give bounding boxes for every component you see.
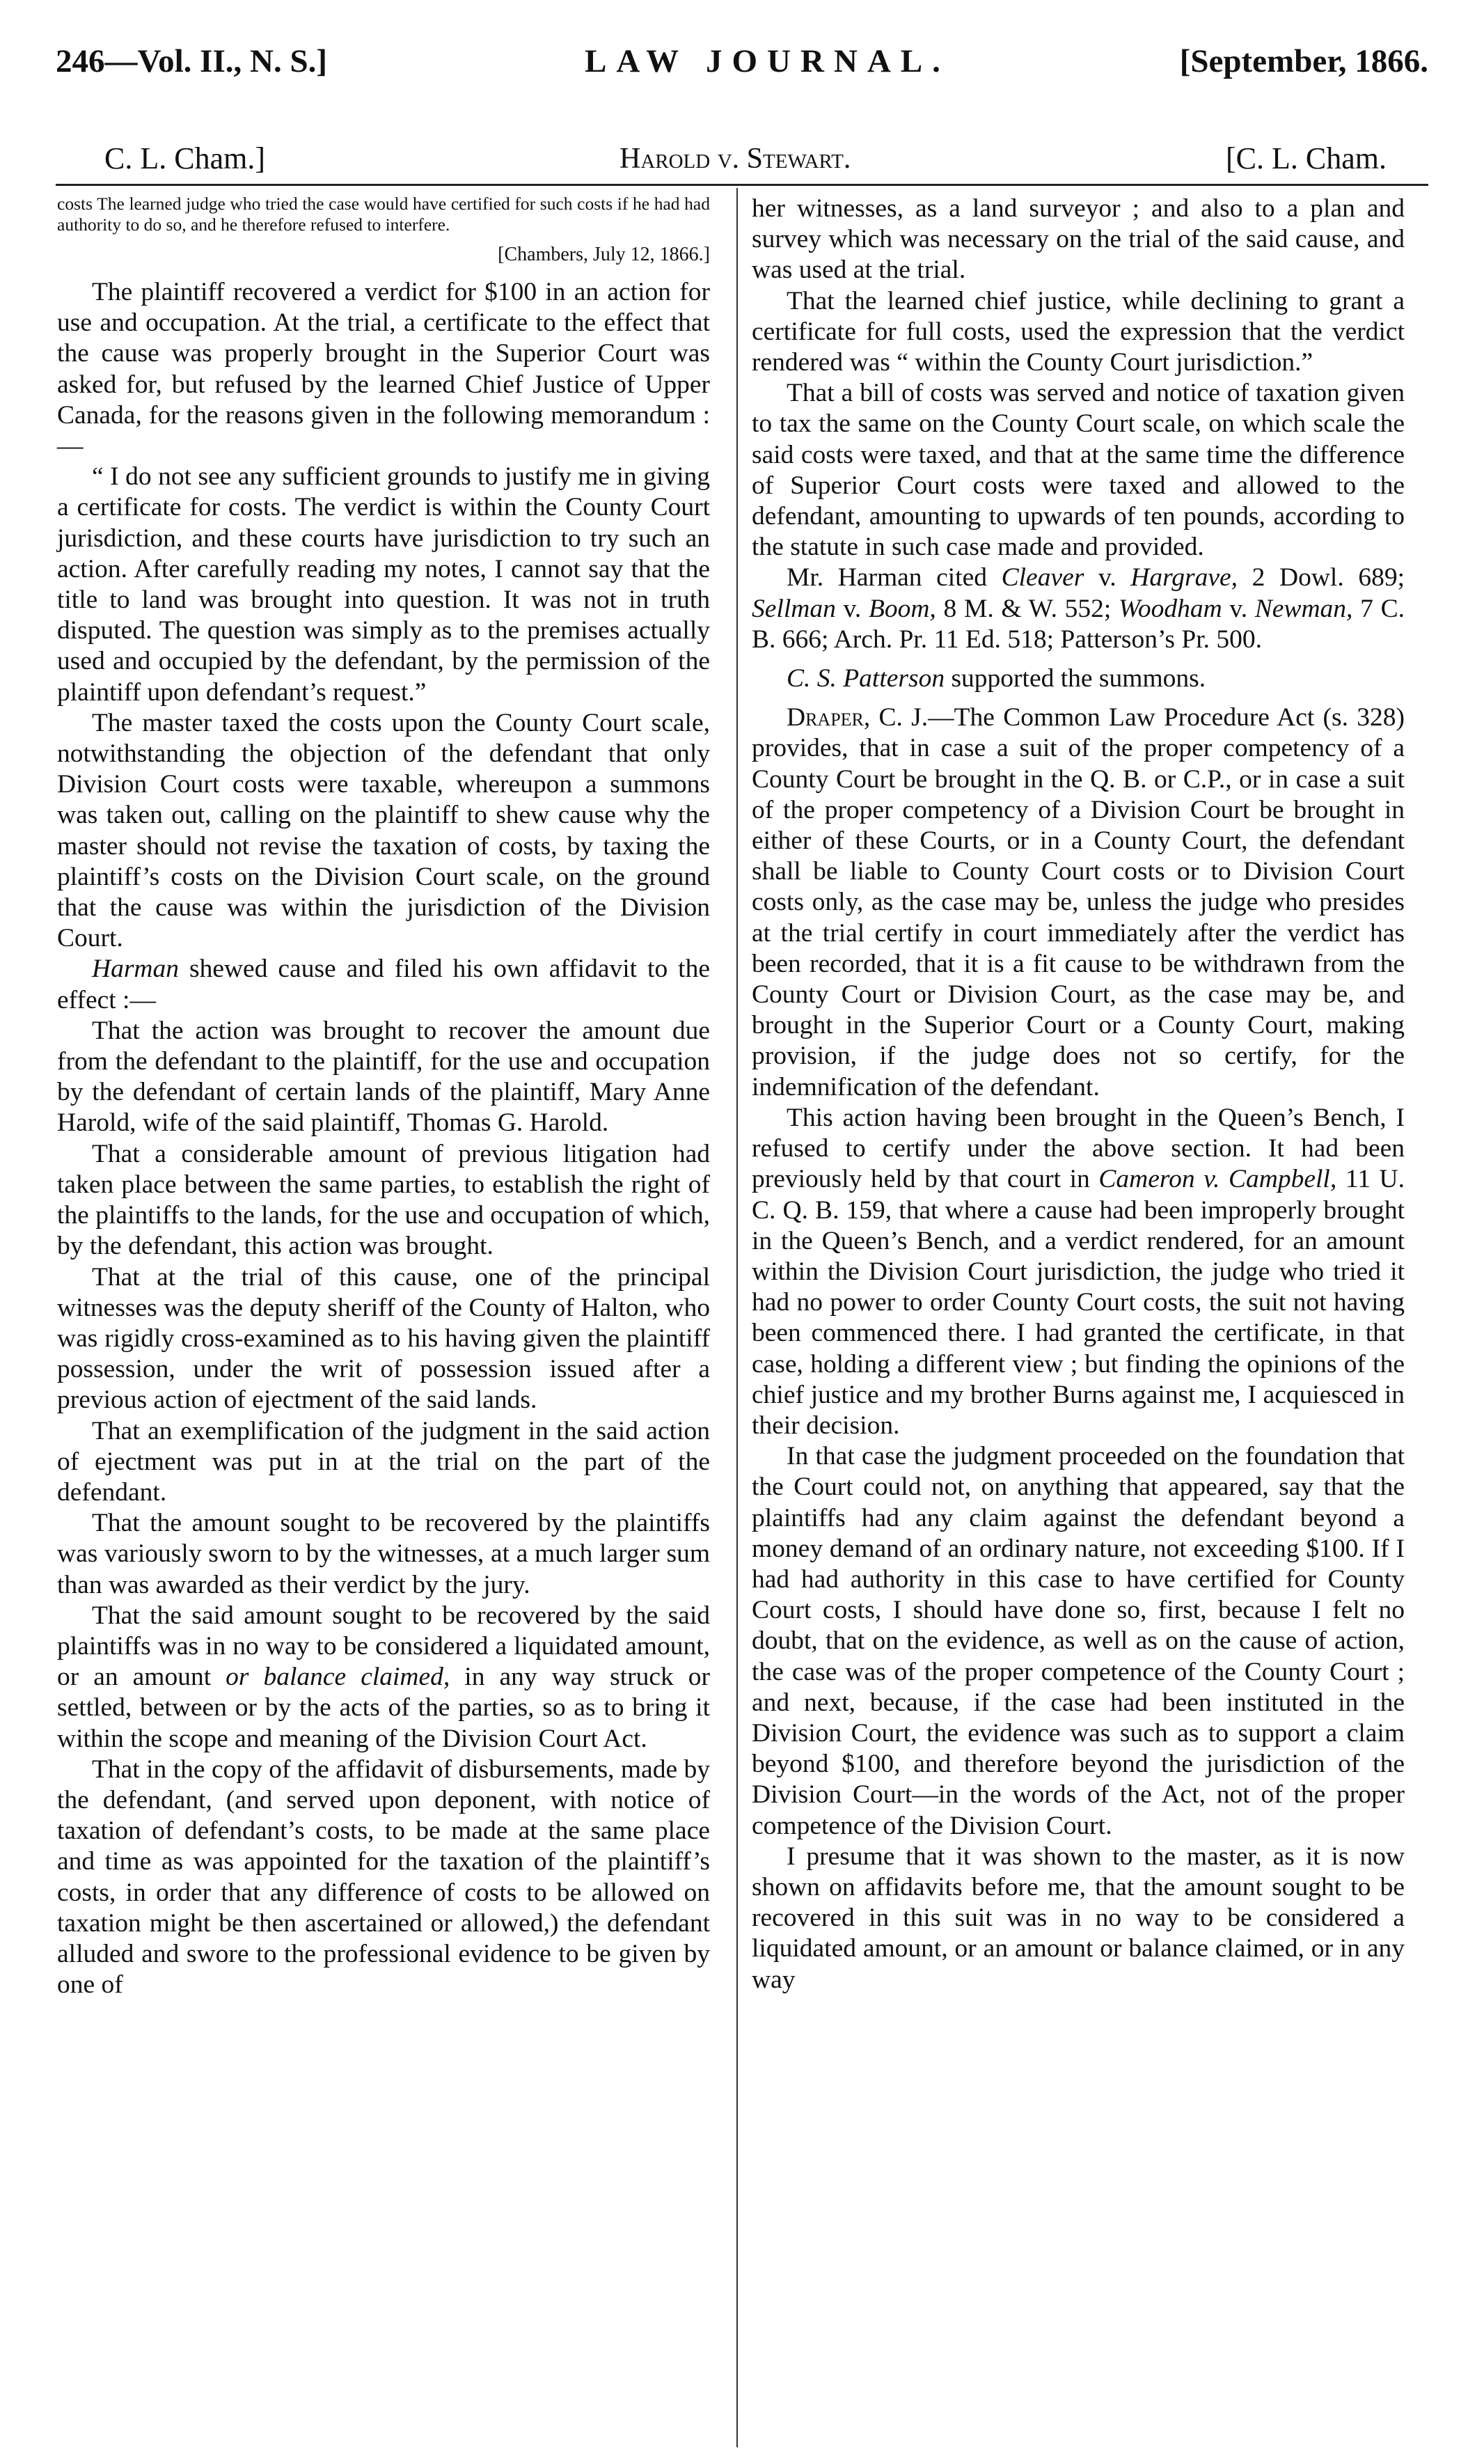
paragraph: That a considerable amount of previous litigation had taken place between the same parties, to establish the right of the plaintiffs to the lands, for the use and occupation of which, by the defendant, this action was brought. xyxy=(57,1139,710,1261)
paragraph: That in the copy of the affidavit of disbursements, made by the defendant, (and served upon deponent, with notice of taxation of defendant’s costs, to be made at the same place and time as was appointed for the taxation of the plaintiff’s costs, in order that any difference of costs to be allowed on taxation might be then ascertained or allowed,) the defendant alluded and swore to the professional evidence to be given by one of xyxy=(57,1755,710,2000)
left-column xyxy=(57,194,710,2000)
header-date: [September, 1866. xyxy=(1179,43,1428,79)
paragraph: I presume that it was shown to the master, as it is now shown on affidavits before me, that the amount sought to be recovered in this suit was in no way to be considered a liquidated amount, or an amount or balance claimed, or in any way xyxy=(752,1842,1405,1994)
judge-name: Draper, C. J. xyxy=(787,703,929,732)
citations-paragraph: Mr. Harman cited Cleaver v. Hargrave, 2 Dowl. 689; Sellman v. Boom, 8 M. & W. 552; Woodham v. Newman, 7 C. B. 666; Arch. Pr. 11 Ed. 518; Patterson’s Pr. 500. xyxy=(752,563,1405,654)
header-journal-title: LAW JOURNAL. xyxy=(585,43,950,79)
paragraph: That an exemplification of the judgment in the said action of ejectment was put in at the trial on the part of the defendant. xyxy=(57,1416,710,1507)
running-header xyxy=(56,33,1428,89)
paragraph: C. S. Patterson supported the summons. xyxy=(787,664,1206,693)
case-header xyxy=(56,132,1428,181)
paragraph: That the learned chief justice, while declining to grant a certificate for full costs, used the expression that the verdict rendered was “ within the County Court jurisdiction.” xyxy=(752,286,1405,377)
court-right: [C. L. Cham. xyxy=(1226,141,1387,175)
header-page-volume: 246—Vol. II., N. S.] xyxy=(56,43,327,79)
headnote: costs The learned judge who tried the case would have certified for such costs if he had had authority to do so, and he therefore refused to interfere. xyxy=(57,194,710,235)
case-title: Harold v. Stewart. xyxy=(619,143,851,175)
court-left: C. L. Cham.] xyxy=(104,141,265,175)
paragraph: The master taxed the costs upon the County Court scale, notwithstanding the objection of the defendant that only Division Court costs were taxable, whereupon a summons was taken out, calling on the plaintiff to shew cause why the master should not revise the taxation of costs, by taxing the plaintiff’s costs on the Division Court scale, on the ground that the cause was within the jurisdiction of the Division Court. xyxy=(57,708,710,953)
paragraph: That the said amount sought to be recovered by the said plaintiffs was in no way to be considered a liquidated amount, or an amount or balance claimed, in any way struck or settled, between or by the acts of the parties, so as to bring it within the scope and meaning of the Division Court Act. xyxy=(57,1601,710,1753)
paragraph: her witnesses, as a land surveyor ; and also to a plan and survey which was necessary on the trial of the said cause, and was used at the trial. xyxy=(752,194,1405,285)
paragraph: In that case the judgment proceeded on the foundation that the Court could not, on anything that appeared, say that the plaintiffs had any claim against the defendant beyond a money demand of an ordinary nature, not exceeding $100. If I had had authority in this case to have certified for County Court costs, I should have done so, first, because I felt no doubt, that on the evidence, as well as on the cause of action, the case was of the proper competence of the County Court ; and next, because, if the case had been instituted in the Division Court, the evidence was such as to support a claim beyond $100, and therefore beyond the jurisdiction of the Division Court—in the words of the Act, not of the proper competence of the Division Court. xyxy=(752,1442,1405,1840)
header-rule xyxy=(56,184,1428,186)
column-divider xyxy=(736,188,738,2447)
paragraph: Harman shewed cause and filed his own affidavit to the effect :— xyxy=(57,955,710,1014)
decision-date: [Chambers, July 12, 1866.] xyxy=(498,244,710,265)
paragraph: That at the trial of this cause, one of the principal witnesses was the deputy sheriff of the County of Halton, who was rigidly cross-examined as to his having given the plaintiff possession, under the writ of possession issued after a previous action of ejectment of the said lands. xyxy=(57,1262,710,1415)
counsel-name: Harman xyxy=(92,955,180,984)
paragraph: That the action was brought to recover the amount due from the defendant to the plaintiff, for the use and occupation by the defendant of certain lands of the plaintiff, Mary Anne Harold, wife of the said plaintiff, Thomas G. Harold. xyxy=(57,1016,710,1138)
paragraph: The plaintiff recovered a verdict for $100 in an action for use and occupation. At the trial, a certificate to the effect that the cause was properly brought in the Superior Court was asked for, but refused by the learned Chief Justice of Upper Canada, for the reasons given in the following memorandum :— xyxy=(57,278,710,461)
paragraph: That the amount sought to be recovered by the plaintiffs was variously sworn to by the witnesses, at a much larger sum than was awarded as their verdict by the jury. xyxy=(57,1509,710,1599)
quoted-memorandum: “ I do not see any sufficient grounds to justify me in giving a certificate for costs. The verdict is within the County Court jurisdiction, and these courts have jurisdiction to try such an action. After carefully reading my notes, I cannot say that the title to land was brought into question. It was not in truth disputed. The question was simply as to the premises actually used and occupied by the defendant, by the permission of the plaintiff upon defendant’s request.” xyxy=(57,462,710,707)
judgment-paragraph: Draper, C. J.—The Common Law Procedure Act (s. 328) provides, that in case a suit of the proper competency of a County Court be brought in the Q. B. or C.P., or in case a suit of the proper competency of a Division Court be brought in either of these Courts, or in a County Court, the defendant shall be liable to County Court costs or to Division Court costs only, as the case may be, unless the judge who presides at the trial certify in court immediately after the verdict has been recorded, that it is a fit cause to be withdrawn from the County Court or Division Court, as the case may be, and brought in the Superior Court or a County Court, making provision, if the judge does not so certify, for the indemnification of the defendant. xyxy=(752,703,1405,1101)
paragraph: This action having been brought in the Queen’s Bench, I refused to certify under the above section. It had been previously held by that court in Cameron v. Campbell, 11 U. C. Q. B. 159, that where a cause had been improperly brought in the Queen’s Bench, and a verdict rendered, for an amount within the Division Court jurisdiction, the judge who tried it had no power to order County Court costs, the suit not having been commenced there. I had granted the certificate, in that case, holding a different view ; but finding the opinions of the chief justice and my brother Burns against me, I acquiesced in their decision. xyxy=(752,1103,1405,1440)
right-column xyxy=(752,194,1405,1995)
paragraph: That a bill of costs was served and notice of taxation given to tax the same on the County Court scale, on which scale the said costs were taxed, and that at the same time the difference of Superior Court costs were taxed and allowed to the defendant, amounting to upwards of ten pounds, according to the statute in such case made and provided. xyxy=(752,379,1405,562)
